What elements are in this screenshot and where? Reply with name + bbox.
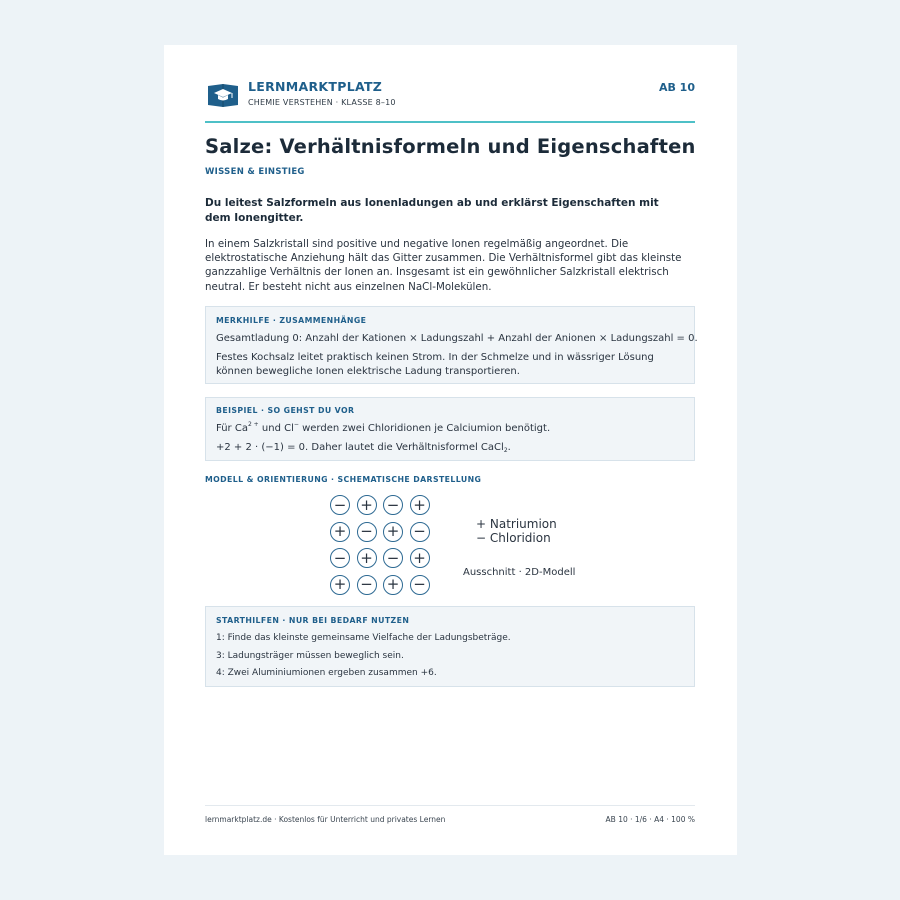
ion-cation: +: [357, 548, 377, 568]
page-title: Salze: Verhältnisformeln und Eigenschaften: [205, 135, 696, 158]
lead-text: Du leitest Salzformeln aus Ionenladungen ab und erklärst Eigenschaften mit dem Ionengitter.: [205, 197, 659, 224]
ion-cation: +: [410, 548, 430, 568]
ion-anion: −: [330, 548, 350, 568]
legend-anion: − Chloridion: [476, 531, 551, 545]
footer-left: lernmarktplatz.de · Kostenlos für Unterricht und privates Lernen: [205, 815, 446, 824]
beispiel-line-2: [216, 441, 686, 455]
starthilfen-box: [205, 606, 695, 687]
footer-right: AB 10 · 1/6 · A4 · 100 %: [605, 815, 695, 824]
sheet-id: AB 10: [658, 81, 695, 94]
worksheet-page: [164, 45, 737, 855]
hint-item: 3: Ladungsträger müssen beweglich sein.: [216, 651, 404, 661]
header-divider: [205, 121, 695, 123]
model-caption: Ausschnitt · 2D-Modell: [463, 567, 576, 578]
ion-anion: −: [410, 575, 430, 595]
ion-cation: +: [410, 495, 430, 515]
legend-cation: + Natriumion: [476, 517, 557, 531]
ion-anion: −: [357, 575, 377, 595]
hint-item: 4: Zwei Aluminiumionen ergeben zusammen +6.: [216, 668, 437, 678]
ion-anion: −: [357, 522, 377, 542]
ion-anion: −: [383, 548, 403, 568]
merkhilfe-title: MERKHILFE · ZUSAMMENHÄNGE: [216, 316, 367, 325]
chloride-charge: −: [293, 421, 299, 428]
section-kicker: WISSEN & EINSTIEG: [205, 167, 305, 177]
beispiel-l1-post: werden zwei Chloridionen je Calciumion benötigt.: [298, 423, 551, 434]
ion-cation: +: [330, 522, 350, 542]
merkhilfe-line-1: Gesamtladung 0: Anzahl der Kationen × Ladungszahl + Anzahl der Anionen × Ladungszahl = 0.: [216, 333, 698, 344]
ion-cation: +: [330, 575, 350, 595]
ion-anion: −: [330, 495, 350, 515]
hint-item: 1: Finde das kleinste gemeinsame Vielfache der Ladungsbeträge.: [216, 633, 511, 643]
model-title: MODELL & ORIENTIERUNG · SCHEMATISCHE DARSTELLUNG: [205, 475, 482, 484]
merkhilfe-box: [205, 306, 698, 384]
ion-cation: +: [383, 522, 403, 542]
beispiel-l2-pre: +2 + 2 · (−1) = 0. Daher lautet die Verhältnisformel CaCl: [216, 442, 504, 453]
footer-divider: [205, 805, 695, 806]
brand-subtitle: CHEMIE VERSTEHEN · KLASSE 8–10: [248, 98, 396, 107]
beispiel-title: BEISPIEL · SO GEHST DU VOR: [216, 406, 355, 415]
brand-name: LERNMARKTPLATZ: [248, 79, 383, 94]
beispiel-box: [205, 397, 695, 461]
beispiel-l1-pre: Für Ca: [216, 423, 248, 434]
merkhilfe-line-2: Festes Kochsalz leitet praktisch keinen Strom. In der Schmelze und in wässriger Lösung können bewegliche Ionen elektrische Ladung transportieren.: [216, 352, 654, 377]
beispiel-line-1: [216, 422, 686, 436]
starthilfen-title: STARTHILFEN · NUR BEI BEDARF NUTZEN: [216, 616, 410, 625]
book-graduation-cap-icon: [207, 81, 239, 109]
ion-anion: −: [383, 495, 403, 515]
ion-cation: +: [357, 495, 377, 515]
ion-cation: +: [383, 575, 403, 595]
beispiel-l1-mid: und Cl: [258, 423, 294, 434]
beispiel-l2-post: .: [507, 442, 511, 453]
formula-subscript: 2: [503, 447, 508, 454]
ion-anion: −: [410, 522, 430, 542]
intro-paragraph: In einem Salzkristall sind positive und negative Ionen regelmäßig angeordnet. Die elektrostatische Anziehung hält das Gitter zusammen. Die Verhältnisformel gibt das kleinste ganzzahlige Verhältnis der Ionen an. Insgesamt ist ein gewöhnlicher Salzkristall elektrisch neutral. Er besteht nicht aus einzelnen NaCl-Molekülen.: [205, 238, 682, 293]
calcium-charge: 2 +: [247, 421, 259, 428]
